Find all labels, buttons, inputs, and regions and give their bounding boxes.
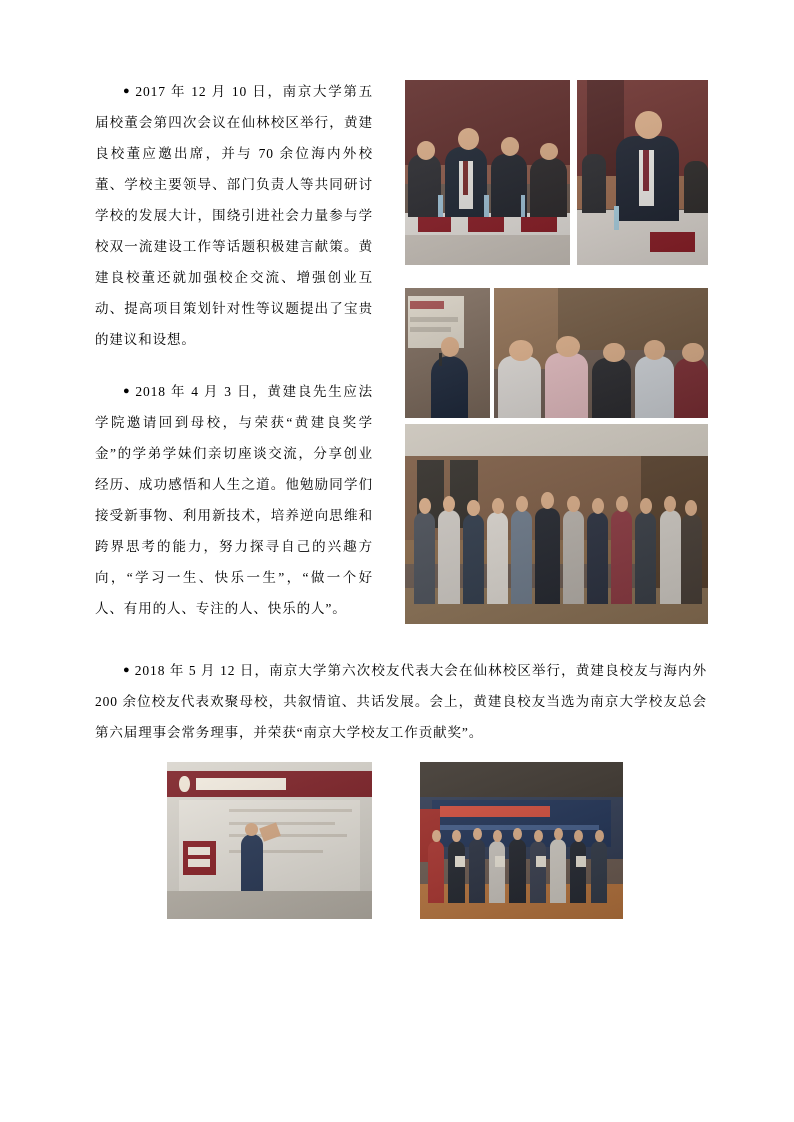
- paragraph-2-text: 2018 年 4 月 3 日，黄建良先生应法学院邀请回到母校，与荣获“黄建良奖学金”的学弟学妹们亲切座谈交流，分享创业经历、成功感悟和人生之道。他勉励同学们接受新事物、利用新技术，培养逆向思维和跨界思考的能力，努力探寻自己的兴趣方向，“学习一生、快乐一生”，“做一个好人、有用的人、专注的人、快乐的人”。: [95, 384, 373, 616]
- photo-delegate-speaking: [577, 80, 708, 265]
- paragraph-1: [95, 76, 373, 355]
- paragraph-3: [95, 655, 707, 748]
- photo-signing-wall: [167, 762, 372, 919]
- paragraph-2: [95, 376, 373, 624]
- paragraph-1-text: 2017 年 12 月 10 日，南京大学第五届校董会第四次会议在仙林校区举行，黄建良校董应邀出席，并与 70 余位海内外校董、学校主要领导、部门负责人等共同研讨学校的发展大计，围绕引进社会力量参与学校双一流建设工作等话题积极建言献策。黄建良校董还就加强校企交流、增强创业互动、提高项目策划针对性等议题提出了宝贵的建议和设想。: [95, 84, 374, 347]
- photo-conference-panel: [405, 80, 570, 265]
- photo-award-ceremony: [420, 762, 623, 919]
- bullet-1: ●: [123, 85, 132, 97]
- bullet-2: ●: [123, 385, 132, 397]
- paragraph-3-text: 2018 年 5 月 12 日，南京大学第六次校友代表大会在仙林校区举行，黄建良校友与海内外 200 余位校友代表欢聚母校，共叙情谊、共话发展。会上，黄建良校友当选为南京大学校友总会第六届理事会常务理事，并荣获“南京大学校友工作贡献奖”。: [95, 663, 707, 740]
- photo-audience-students: [494, 288, 708, 418]
- photo-speaker-microphone: [405, 288, 490, 418]
- photo-group-photo: [405, 424, 708, 624]
- bullet-3: ●: [123, 664, 131, 676]
